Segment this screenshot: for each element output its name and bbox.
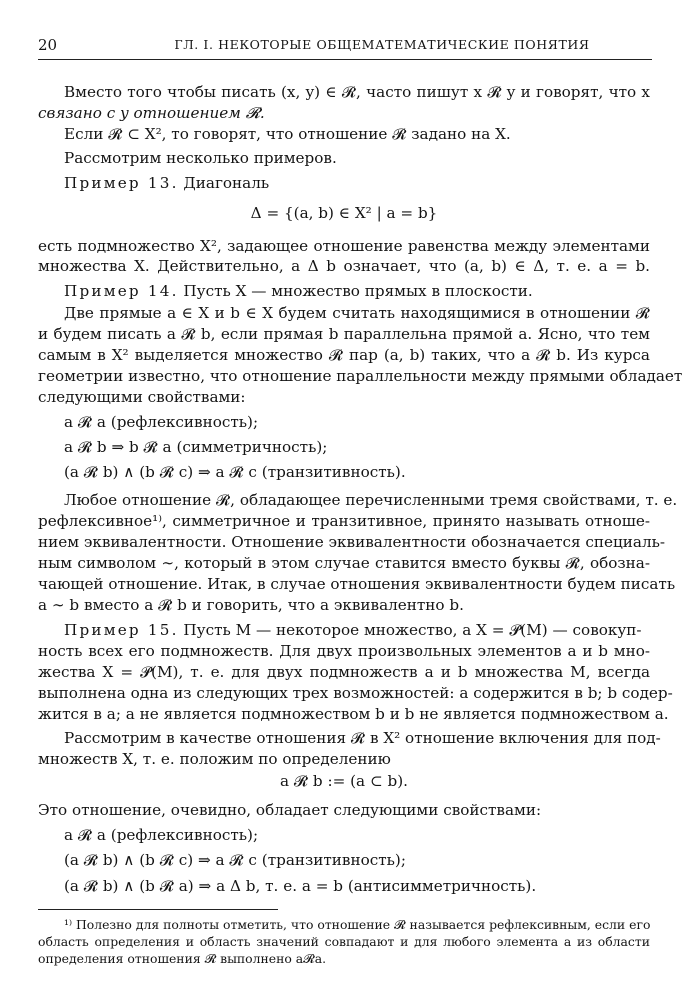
footnote-line: область определения и область значений совпадают и для любого элемента a из области xyxy=(38,934,650,949)
text-line: Рассмотрим несколько примеров. xyxy=(64,149,337,167)
text-line: Рассмотрим в качестве отношения 𝓡 в X² отношение включения для под- xyxy=(64,729,661,747)
page-number: 20 xyxy=(38,36,58,54)
text-line: множеств X, т. е. положим по определению xyxy=(38,750,391,768)
text-line: Диагональ xyxy=(183,174,270,192)
formula-diagonal: Δ = {(a, b) ∈ X² | a = b} xyxy=(250,204,438,222)
text-line: геометрии известно, что отношение параллельности между прямыми обладает xyxy=(38,367,683,385)
footnote-rule xyxy=(38,909,278,910)
example-label: Пример 15. xyxy=(64,621,179,639)
example-15 xyxy=(64,620,650,640)
text-line: Любое отношение 𝓡, обладающее перечисленными тремя свойствами, т. е. xyxy=(64,491,678,509)
example-13 xyxy=(64,173,650,193)
text-line: чающей отношение. Итак, в случае отношения эквивалентности будем писать xyxy=(38,575,676,593)
example-label: Пример 13. xyxy=(64,174,179,192)
text-line: Это отношение, очевидно, обладает следующими свойствами: xyxy=(38,801,542,819)
text-line: рефлексивное¹⁾, симметричное и транзитивное, принято называть отноше- xyxy=(38,512,650,530)
text-line: Пусть X — множество прямых в плоскости. xyxy=(183,282,533,300)
text-line: жится в a; a не является подмножеством b и b не является подмножеством a. xyxy=(38,705,669,723)
text-line: множества X. Действительно, a Δ b означает, что (a, b) ∈ Δ, т. е. a = b. xyxy=(38,257,650,275)
running-title: ГЛ. I. НЕКОТОРЫЕ ОБЩЕМАТЕМАТИЧЕСКИЕ ПОНЯТИЯ xyxy=(174,37,590,52)
text-line: ность всех его подмножеств. Для двух произвольных элементов a и b мно- xyxy=(38,642,650,660)
example-14 xyxy=(64,281,650,301)
text-line: следующими свойствами: xyxy=(38,388,246,406)
property-line: (a 𝓡 b) ∧ (b 𝓡 a) ⇒ a Δ b, т. е. a = b (антисимметричность). xyxy=(64,877,537,895)
text-line: ным символом ∼, который в этом случае ставится вместо буквы 𝓡, обозна- xyxy=(38,554,650,572)
text-line: жества X = 𝓟(M), т. е. для двух подмножеств a и b множества M, всегда xyxy=(38,663,650,681)
property-line: (a 𝓡 b) ∧ (b 𝓡 c) ⇒ a 𝓡 c (транзитивность); xyxy=(64,851,406,869)
property-line: (a 𝓡 b) ∧ (b 𝓡 c) ⇒ a 𝓡 c (транзитивность). xyxy=(64,463,406,481)
text-line: a ∼ b вместо a 𝓡 b и говорить, что a эквивалентно b. xyxy=(38,596,464,614)
footnote-line: ¹⁾ Полезно для полноты отметить, что отношение 𝓡 называется рефлексивным, если его xyxy=(64,917,651,932)
formula-inclusion: a 𝓡 b := (a ⊂ b). xyxy=(280,772,408,790)
property-line: a 𝓡 a (рефлексивность); xyxy=(64,413,259,431)
text-line: нием эквивалентности. Отношение эквивалентности обозначается специаль- xyxy=(38,533,666,551)
text-line: есть подмножество X², задающее отношение равенства между элементами xyxy=(38,237,650,255)
property-line: a 𝓡 b ⇒ b 𝓡 a (симметричность); xyxy=(64,438,328,456)
text-line: выполнена одна из следующих трех возможностей: a содержится в b; b содер- xyxy=(38,684,673,702)
text-line: Если 𝓡 ⊂ X², то говорят, что отношение 𝓡 задано на X. xyxy=(64,125,511,143)
text-line: Две прямые a ∈ X и b ∈ X будем считать находящимися в отношении 𝓡 xyxy=(64,304,650,322)
text-line: Вместо того чтобы писать (x, y) ∈ 𝓡, часто пишут x 𝓡 y и говорят, что x xyxy=(64,83,650,101)
header-rule xyxy=(38,59,652,60)
text-line: Пусть M — некоторое множество, а X = 𝓟(M) — совокуп- xyxy=(183,621,642,639)
text-line: самым в X² выделяется множество 𝓡 пар (a, b) таких, что a 𝓡 b. Из курса xyxy=(38,346,650,364)
example-label: Пример 14. xyxy=(64,282,179,300)
property-line: a 𝓡 a (рефлексивность); xyxy=(64,826,259,844)
footnote-line: определения отношения 𝓡 выполнено a𝓡a. xyxy=(38,951,327,966)
text-line: и будем писать a 𝓡 b, если прямая b параллельна прямой a. Ясно, что тем xyxy=(38,325,650,343)
text-line: связано с y отношением 𝓡. xyxy=(38,104,265,122)
